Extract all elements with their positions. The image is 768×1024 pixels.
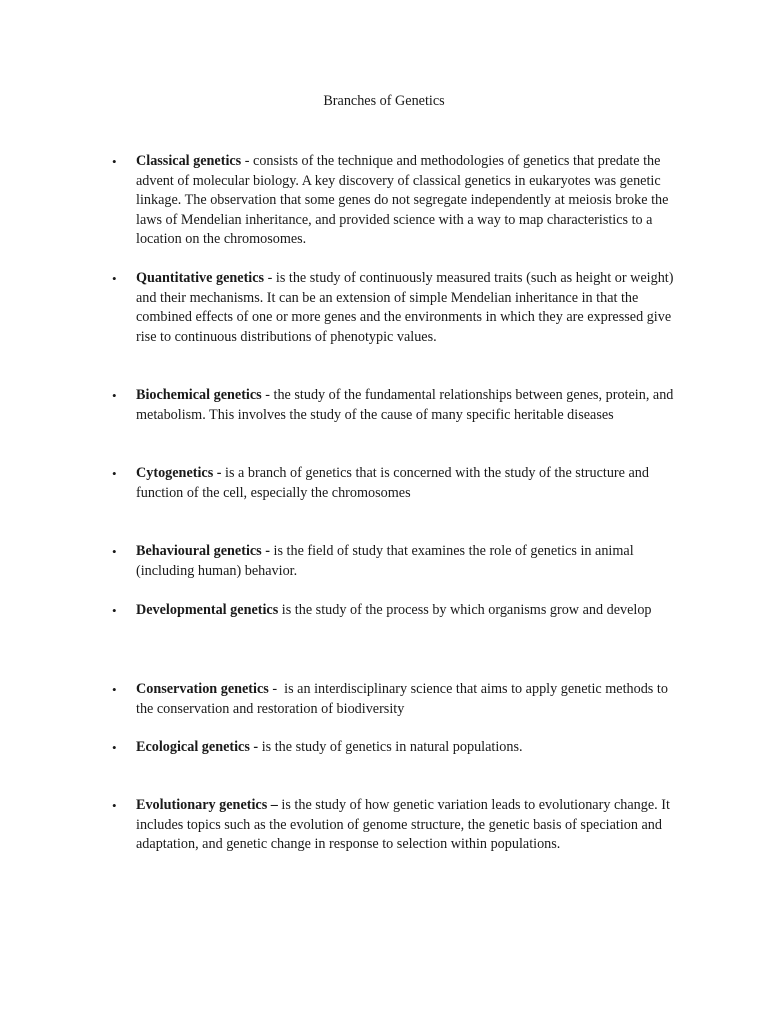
list-item-term: Quantitative genetics xyxy=(136,270,265,286)
list-item-text: - is an interdisciplinary science that aims to apply genetic methods to the conservation and restoration of biodiversity xyxy=(136,681,672,717)
list-item-text: - the study of the fundamental relationships between genes, protein, and metabolism. This involves the study of the cause of many specific heritable diseases xyxy=(136,387,674,423)
list-item-ecological-genetics xyxy=(112,738,684,758)
list-item-text: is the field of study that examines the role of genetics in animal (including human) behavior. xyxy=(136,543,634,579)
list-item-term: Cytogenetics - xyxy=(136,465,222,481)
list-item-cytogenetics xyxy=(112,464,684,503)
list-item-term: Behavioural genetics - xyxy=(136,543,270,559)
bullet-icon: • xyxy=(112,603,117,618)
document-title: Branches of Genetics xyxy=(323,93,445,109)
bullet-icon: • xyxy=(112,154,117,169)
list-item-term: Ecological genetics - xyxy=(136,739,259,755)
list-item-text: is the study of the process by which organisms grow and develop xyxy=(278,602,652,618)
list-item-term: Classical genetics xyxy=(136,153,242,169)
list-item-text: is the study of how genetic variation leads to evolutionary change. It includes topics such as the evolution of genome structure, the genetic basis of speciation and adaptation, and genetic change in response to selection within populations. xyxy=(136,797,670,852)
list-item-behavioural-genetics xyxy=(112,542,684,581)
bullet-icon: • xyxy=(112,466,117,481)
list-item-term: Evolutionary genetics – xyxy=(136,797,278,813)
list-item-classical-genetics xyxy=(112,152,684,250)
list-item-evolutionary-genetics xyxy=(112,796,684,855)
list-item-developmental-genetics xyxy=(112,601,684,621)
list-item-conservation-genetics xyxy=(112,680,684,719)
list-item-biochemical-genetics xyxy=(112,386,684,425)
list-item-text: - consists of the technique and methodologies of genetics that predate the advent of molecular biology. A key discovery of classical genetics in eukaryotes was genetic linkage. The observation that some genes do not segregate independently at meiosis broke the laws of Mendelian inheritance, and provided science with a way to map characteristics to a location on the chromosomes. xyxy=(136,153,669,247)
list-item-term: Biochemical genetics xyxy=(136,387,262,403)
list-item-term: Developmental genetics xyxy=(136,602,279,618)
list-item-text: - is the study of continuously measured traits (such as height or weight) and their mechanisms. It can be an extension of simple Mendelian inheritance in that the combined effects of one or more genes and the environments in which they are expressed give rise to continuous distributions of phenotypic values. xyxy=(136,270,674,345)
bullet-icon: • xyxy=(112,388,117,403)
bullet-icon: • xyxy=(112,740,117,755)
bullet-icon: • xyxy=(112,682,117,697)
list-item-term: Conservation genetics xyxy=(136,681,269,697)
list-item-text: is the study of genetics in natural populations. xyxy=(258,739,523,755)
list-item-text: is a branch of genetics that is concerned with the study of the structure and function of the cell, especially the chromosomes xyxy=(136,465,649,501)
bullet-icon: • xyxy=(112,798,117,813)
bullet-icon: • xyxy=(112,271,117,286)
list-item-quantitative-genetics xyxy=(112,269,684,347)
bullet-icon: • xyxy=(112,544,117,559)
